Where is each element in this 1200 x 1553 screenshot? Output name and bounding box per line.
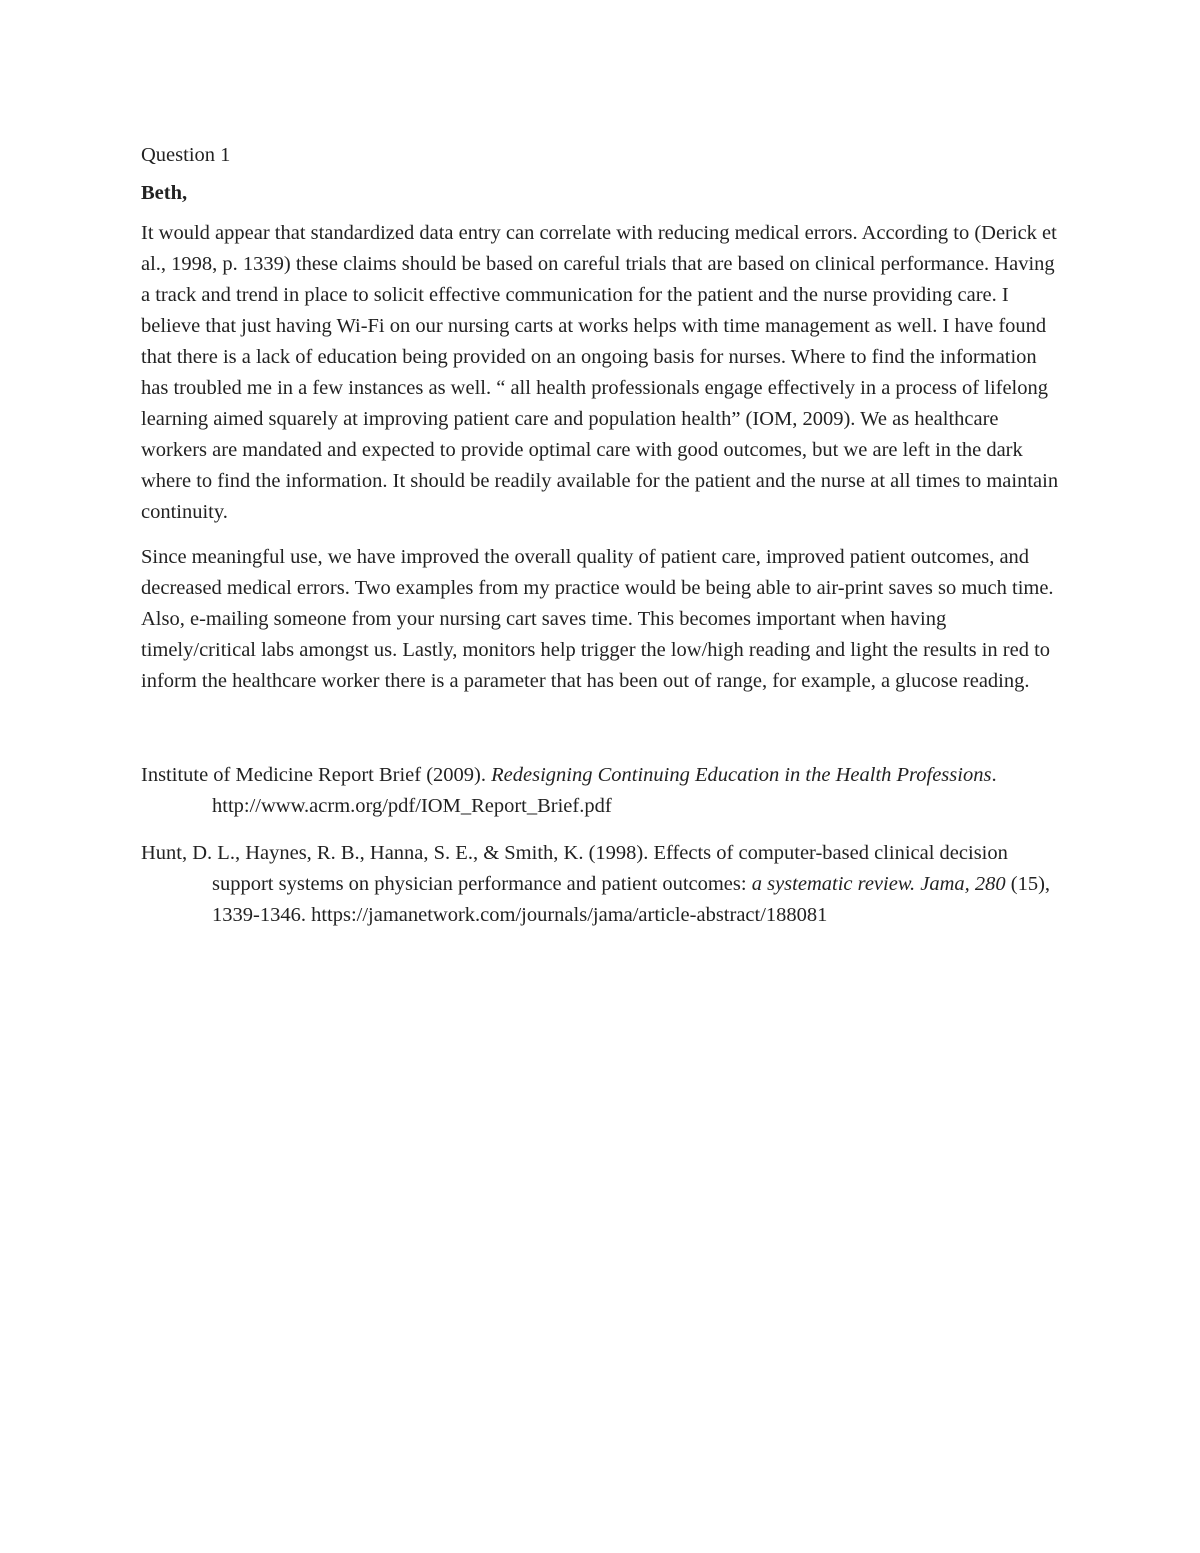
body-paragraph-2: Since meaningful use, we have improved the overall quality of patient care, improved patient outcomes, and decreased medical errors. Two examples from my practice would be being able to air-print saves so much time. Also, e-mailing someone from your nursing cart saves time. This becomes important when having timely/critical labs amongst us. Lastly, monitors help trigger the low/high reading and light the results in red to inform the healthcare worker there is a parameter that has been out of range, for example, a glucose reading. <box>141 546 1054 692</box>
body-paragraph-1: It would appear that standardized data entry can correlate with reducing medical errors. According to (Derick et al., 1998, p. 1339) these claims should be based on careful trials that are based on clinical performance. Having a track and trend in place to solicit effective communication for the patient and the nurse providing care. I believe that just having Wi-Fi on our nursing carts at works helps with time management as well. I have found that there is a lack of education being provided on an ongoing basis for nurses. Where to find the information has troubled me in a few instances as well. “ all health professionals engage effectively in a process of lifelong learning aimed squarely at improving patient care and population health” (IOM, 2009). We as healthcare workers are mandated and expected to provide optimal care with good outcomes, but we are left in the dark where to find the information. It should be readily available for the patient and the nurse at all times to maintain continuity. <box>141 222 1059 523</box>
reference-tail: . http://www.acrm.org/pdf/IOM_Report_Brief.pdf <box>212 764 997 817</box>
reference-lead: Hunt, D. L., Haynes, R. B., Hanna, S. E., & Smith, K. (1998). Effects of computer-based clinical decision support systems on physician performance and patient outcomes: <box>141 842 1008 895</box>
reference-list <box>141 760 1066 931</box>
reference-title: a systematic review. Jama, 280 <box>751 873 1006 895</box>
reference-tail: (15), 1339-1346. https://jamanetwork.com/journals/jama/article-abstract/188081 <box>212 873 1051 926</box>
reference-item-hunt <box>141 838 1066 931</box>
document-page <box>141 140 1066 947</box>
question-heading: Question 1 <box>141 144 231 166</box>
reference-item-iom <box>141 760 1066 822</box>
reference-title: Redesigning Continuing Education in the Health Professions <box>491 764 992 786</box>
salutation: Beth, <box>141 182 188 204</box>
reference-lead: Institute of Medicine Report Brief (2009). <box>141 764 492 786</box>
